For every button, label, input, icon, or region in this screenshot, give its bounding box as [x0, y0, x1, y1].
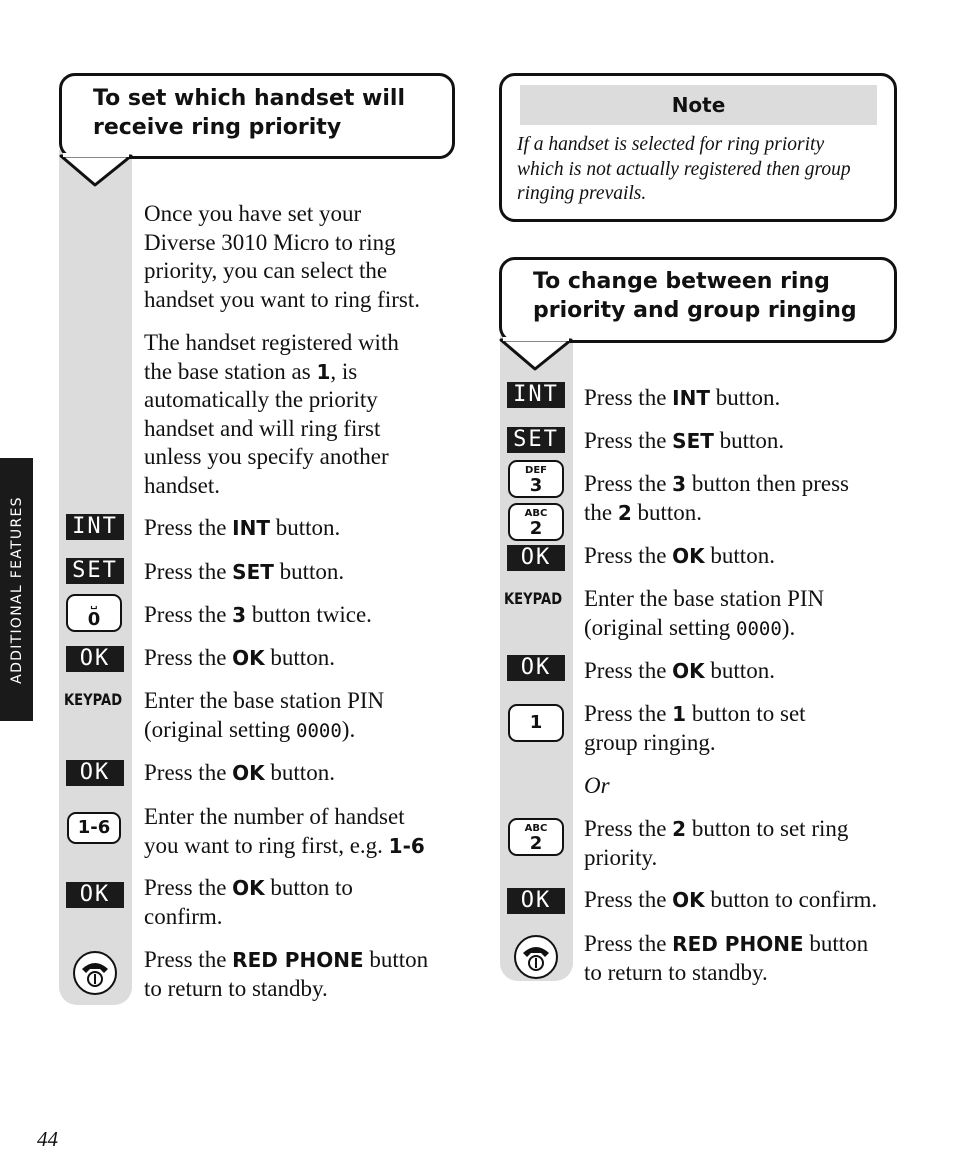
one-key-icon [508, 704, 564, 742]
text [144, 946, 428, 975]
text: button. [704, 658, 775, 683]
text: Press the [144, 645, 233, 670]
red-phone-icon [73, 951, 117, 995]
note-text [517, 133, 851, 207]
button-name: OK [672, 888, 705, 912]
text: button [803, 931, 869, 956]
ok-display-icon: OK [66, 646, 124, 672]
left-heading [93, 84, 405, 142]
int-display-icon: INT [66, 514, 124, 540]
text: Press the [584, 543, 673, 568]
left-intro-paragraph-1 [144, 200, 420, 314]
text: Press the [144, 515, 233, 540]
text: Press the [584, 931, 673, 956]
ok-display-icon: OK [66, 760, 124, 786]
left-heading-line1: To set which handset will [93, 86, 405, 111]
button-name: 3 [672, 472, 687, 496]
text [584, 499, 849, 528]
handset-number: 1 [316, 359, 331, 384]
text: Press the [144, 602, 233, 627]
left-heading-callout [59, 73, 455, 159]
button-name: INT [672, 386, 710, 410]
text [584, 614, 824, 644]
text: button to set ring [686, 816, 849, 841]
side-tab-label: ADDITIONAL FEATURES [8, 495, 25, 684]
intro-line: priority, you can select the [144, 258, 388, 283]
button-name: RED PHONE [672, 932, 804, 956]
three-def-key-icon [508, 460, 564, 498]
int-display-icon: INT [507, 382, 565, 408]
text: (original setting [584, 614, 737, 640]
step-press-3-then-2 [584, 470, 849, 527]
text: , is [330, 358, 358, 384]
text: (original setting [144, 716, 297, 742]
text: ). [781, 614, 796, 640]
text: Press the [144, 947, 233, 972]
key-main-glyph: 0 [87, 609, 101, 630]
text: Press the [144, 559, 233, 584]
text: Press the [584, 385, 673, 410]
text: Press the [144, 875, 233, 900]
text: button. [264, 760, 335, 785]
text: group ringing. [584, 729, 716, 755]
text: Press the [584, 816, 673, 841]
intro-line: automatically the priority [144, 387, 378, 412]
text: Press the [584, 428, 673, 453]
button-name: RED PHONE [232, 948, 364, 972]
intro-line: handset and will ring first [144, 415, 381, 441]
page-number: 44 [37, 1127, 58, 1151]
right-heading-callout [499, 257, 897, 343]
text: Press the [584, 471, 673, 496]
text: button [363, 947, 429, 972]
text: ). [341, 716, 356, 742]
text: Press the [584, 887, 673, 912]
text: button. [270, 515, 341, 540]
text: button. [264, 645, 335, 670]
button-name: 3 [232, 603, 247, 627]
zero-key-icon [66, 594, 122, 632]
step-press-ok [144, 644, 335, 673]
button-name: SET [672, 429, 714, 453]
text: button to set [686, 701, 806, 726]
text: Enter the base station PIN [584, 586, 825, 611]
text [144, 832, 425, 861]
step-press-red-phone [584, 930, 868, 987]
text: the base station as [144, 358, 317, 384]
step-press-set [144, 558, 344, 587]
right-heading-line1: To change between ring [533, 269, 830, 294]
text [584, 930, 868, 959]
button-name: INT [232, 516, 270, 540]
keypad-icon: KEYPAD [504, 589, 563, 608]
step-press-set [584, 427, 784, 456]
button-name: OK [232, 761, 265, 785]
key-main-glyph: 1-6 [77, 817, 111, 838]
key-sub-glyph: ␣ [90, 599, 98, 610]
note-box [499, 73, 897, 222]
text: confirm. [144, 903, 223, 929]
key-main-glyph: 3 [529, 475, 543, 496]
step-enter-pin [584, 585, 824, 643]
button-name: OK [672, 544, 705, 568]
step-press-2-priority [584, 815, 848, 872]
button-name: OK [232, 646, 265, 670]
text [144, 716, 384, 746]
text: Press the [584, 701, 673, 726]
left-heading-line2: receive ring priority [93, 115, 342, 140]
text [584, 815, 848, 844]
left-callout-pointer [59, 153, 134, 189]
text: button. [704, 543, 775, 568]
text: the [584, 499, 618, 525]
key-main-glyph: 1 [529, 712, 543, 733]
intro-line: handset. [144, 472, 221, 498]
text: you want to ring first, e.g. [144, 832, 389, 858]
key-sub-glyph: DEF [525, 465, 547, 476]
text: to return to standby. [144, 975, 328, 1001]
step-press-ok [584, 657, 775, 686]
intro-line: The handset registered with [144, 330, 399, 355]
text: Enter the base station PIN [144, 688, 385, 713]
text: button. [713, 428, 785, 453]
intro-line: Once you have set your [144, 201, 362, 226]
text: button. [631, 499, 703, 525]
step-press-3-twice [144, 601, 372, 630]
text: button. [273, 559, 345, 584]
intro-line: handset you want to ring first. [144, 286, 420, 312]
pin-code: 0000 [736, 617, 782, 640]
button-name: 2 [672, 817, 687, 841]
note-line: which is not actually registered then group [517, 158, 851, 180]
text: priority. [584, 844, 658, 870]
note-line: If a handset is selected for ring priority [517, 134, 825, 155]
key-main-glyph: 2 [529, 833, 543, 854]
text: button to [264, 875, 353, 900]
ok-display-icon: OK [507, 545, 565, 571]
intro-line: Diverse 3010 Micro to ring [144, 229, 396, 255]
step-press-red-phone [144, 946, 428, 1003]
button-name: 1 [672, 702, 687, 726]
two-abc-key-icon [508, 818, 564, 856]
text: button to confirm. [704, 887, 878, 912]
button-name: OK [672, 659, 705, 683]
pin-code: 0000 [296, 719, 342, 742]
set-display-icon: SET [507, 427, 565, 453]
set-display-icon: SET [66, 558, 124, 584]
button-name: 2 [617, 500, 632, 525]
intro-line: unless you specify another [144, 444, 389, 469]
key-main-glyph: 2 [529, 518, 543, 539]
text: button then press [686, 471, 849, 496]
step-enter-pin [144, 687, 384, 745]
text: button twice. [246, 602, 372, 627]
ok-display-icon: OK [66, 882, 124, 908]
note-heading: Note [520, 85, 877, 125]
text: button. [710, 385, 781, 410]
ok-display-icon: OK [507, 888, 565, 914]
button-name: OK [232, 876, 265, 900]
handset-example: 1-6 [388, 833, 425, 858]
text [584, 700, 806, 729]
ok-display-icon: OK [507, 655, 565, 681]
text [584, 470, 849, 499]
text: Press the [584, 658, 673, 683]
step-press-ok-confirm [584, 886, 877, 915]
step-press-1-group [584, 700, 806, 757]
text: Enter the number of handset [144, 804, 405, 829]
note-line: ringing prevails. [517, 183, 647, 204]
left-intro-paragraph-2 [144, 329, 399, 500]
or-separator: Or [584, 773, 610, 798]
red-phone-icon [514, 935, 558, 979]
step-press-int [144, 514, 340, 543]
right-callout-pointer [499, 337, 574, 373]
key-sub-glyph: ABC [524, 823, 548, 834]
step-press-ok [584, 542, 775, 571]
step-press-ok [144, 759, 335, 788]
button-name: SET [232, 560, 274, 584]
step-press-ok-confirm [144, 874, 353, 931]
key-sub-glyph: ABC [524, 508, 548, 519]
step-enter-handset-number [144, 803, 425, 860]
intro-line [144, 358, 399, 387]
two-abc-key-icon [508, 503, 564, 541]
right-heading-line2: priority and group ringing [533, 298, 857, 323]
text: to return to standby. [584, 959, 768, 985]
text [144, 874, 353, 903]
text: Press the [144, 760, 233, 785]
keypad-icon: KEYPAD [64, 690, 123, 709]
section-side-tab [0, 458, 33, 721]
step-press-int [584, 384, 780, 413]
right-heading [533, 267, 857, 325]
range-key-icon [67, 812, 121, 844]
